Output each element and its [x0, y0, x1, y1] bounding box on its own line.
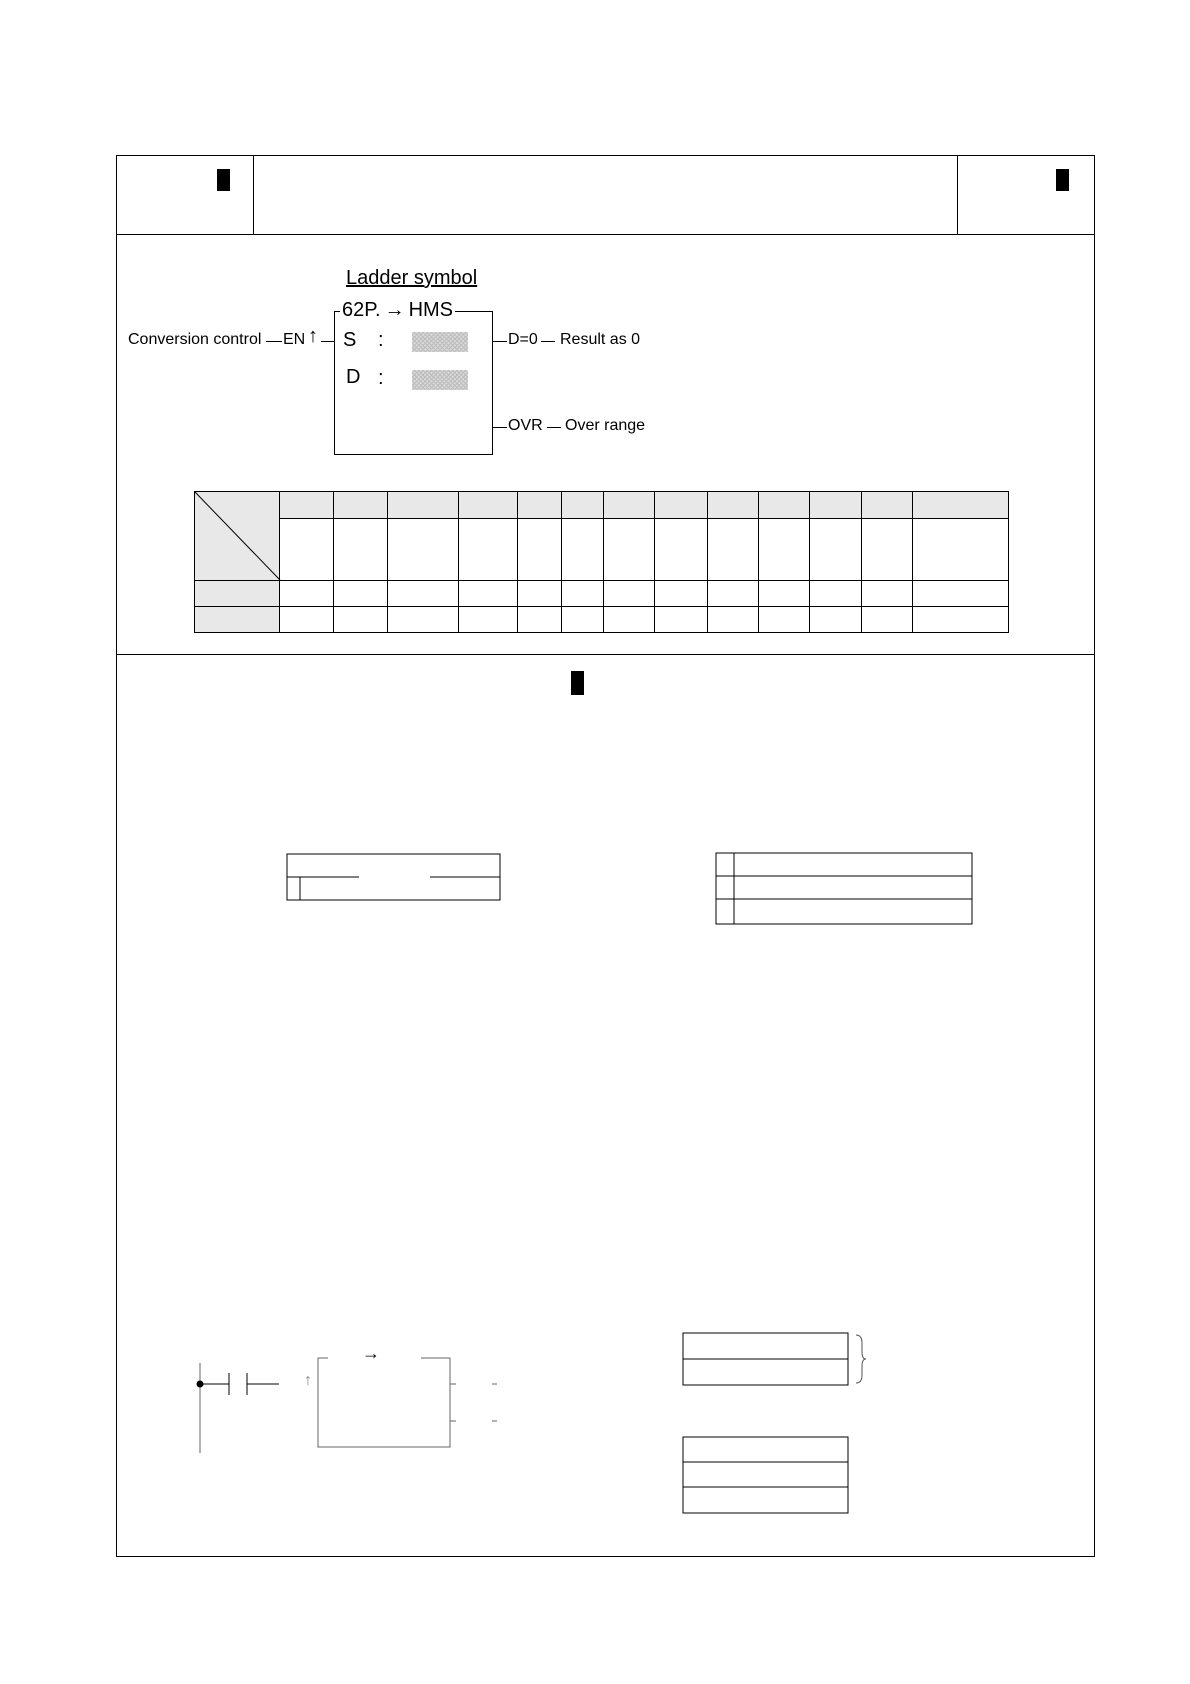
example-destination-box: [683, 1437, 848, 1513]
example-source-box: [683, 1333, 866, 1385]
d0-output-desc: Result as 0: [560, 331, 641, 348]
destination-register-box: [716, 853, 972, 924]
source-register-box: [287, 854, 500, 900]
function-target: HMS: [408, 299, 454, 321]
d-operand-colon: :: [378, 367, 384, 389]
rung-contact-dot: [197, 1381, 204, 1388]
ladder-caption: Ladder symbol: [346, 267, 478, 289]
en-label: EN: [283, 331, 306, 348]
rising-edge-icon: ↑: [308, 325, 318, 347]
ovr-output-label: OVR: [508, 417, 543, 434]
convert-arrow-icon: →: [384, 299, 405, 321]
input-label: Conversion control: [128, 331, 262, 348]
function-name: 62P.: [342, 299, 381, 321]
example-edge-icon: ↑: [304, 1372, 312, 1389]
s-operand-colon: :: [378, 329, 384, 351]
s-operand-label: S: [343, 329, 357, 351]
d-operand-label: D: [346, 366, 361, 388]
example-ladder: [200, 1358, 497, 1453]
example-arrow-icon: →: [362, 1343, 380, 1363]
d0-output-label: D=0: [508, 331, 538, 348]
ovr-output-desc: Over range: [565, 417, 646, 434]
